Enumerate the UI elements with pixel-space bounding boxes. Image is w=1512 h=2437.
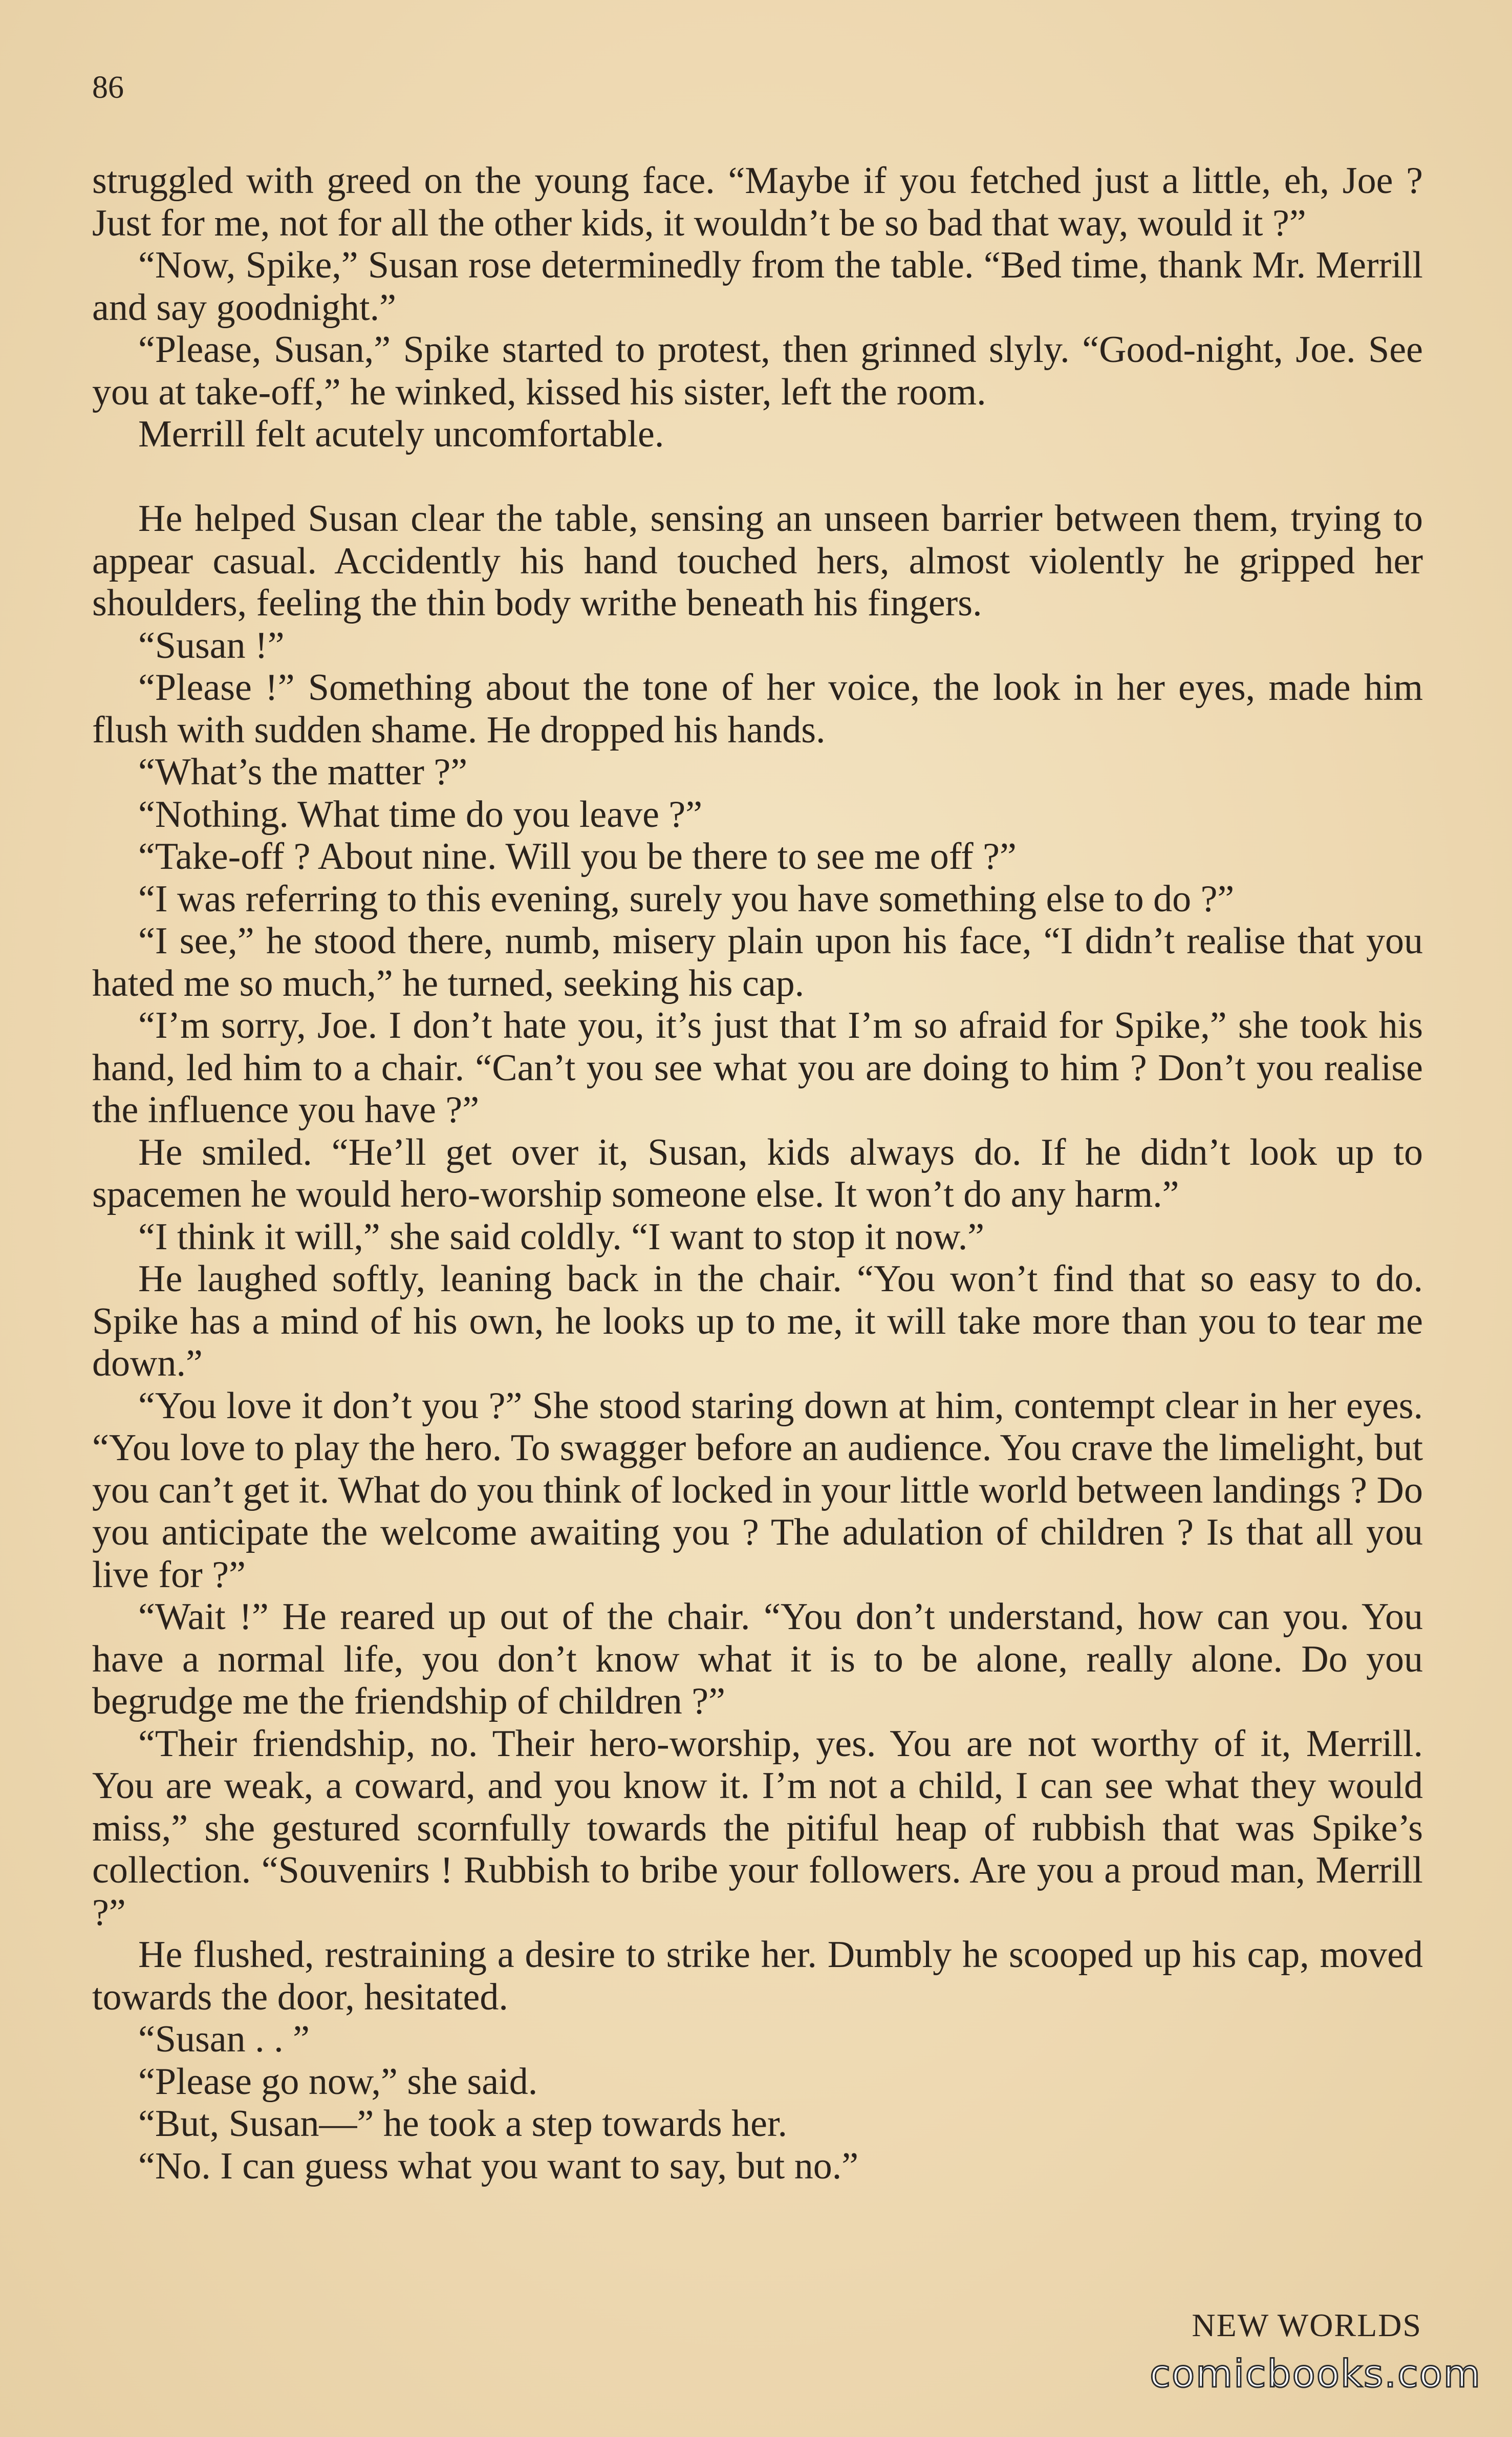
paragraph: He flushed, restraining a desire to strike her. Dumbly he scooped up his cap, moved towards the door, hesitated. (92, 1934, 1423, 2018)
paragraph: “No. I can guess what you want to say, but no.” (138, 2145, 859, 2187)
paragraph: He laughed softly, leaning back in the chair. “You won’t find that so easy to do. Spike has a mind of his own, he looks up to me, it will take more than you to tear me down.” (92, 1258, 1423, 1384)
paragraph: “What’s the matter ?” (138, 751, 468, 793)
paragraph: He helped Susan clear the table, sensing an unseen barrier between them, trying to appear casual. Accidently his hand touched hers, almost violently he gripped her shoulders, feeling the thin body writhe beneath his fingers. (92, 498, 1423, 624)
paragraph: He smiled. “He’ll get over it, Susan, kids always do. If he didn’t look up to spacemen he would hero-worship someone else. It won’t do any harm.” (92, 1131, 1423, 1215)
paragraph: “I think it will,” she said coldly. “I want to stop it now.” (138, 1215, 985, 1258)
paragraph: “But, Susan—” he took a step towards her. (138, 2103, 788, 2145)
paragraph: “Take-off ? About nine. Will you be there to see me off ?” (138, 836, 1017, 878)
paragraph: struggled with greed on the young face. “Maybe if you fetched just a little, eh, Joe ? Just for me, not for all the other kids, it wouldn’t be so bad that way, would it ?” (92, 160, 1423, 244)
paragraph: “Now, Spike,” Susan rose determinedly from the table. “Bed time, thank Mr. Merrill and say goodnight.” (92, 244, 1423, 329)
paragraph: “Their friendship, no. Their hero-worship, yes. You are not worthy of it, Merrill. You are weak, a coward, and you know it. I’m not a child, I can see what they would miss,” she gestured scornfully towards the pitiful heap of rubbish that was Spike’s collection. “Souvenirs ! Rubbish to bribe your followers. Are you a proud man, Merrill ?” (92, 1722, 1423, 1934)
story-text (92, 160, 1423, 2187)
paragraph: “I was referring to this evening, surely you have something else to do ?” (138, 878, 1235, 920)
paragraph: “Please go now,” she said. (138, 2060, 538, 2103)
paragraph: “You love it don’t you ?” She stood staring down at him, contempt clear in her eyes. “You love to play the hero. To swagger before an audience. You crave the limelight, but you can’t get it. What do you think of locked in your little world between landings ? Do you anticipate the welcome awaiting you ? The adulation of children ? Is that all you live for ?” (92, 1384, 1423, 1596)
page-number: 86 (92, 70, 124, 105)
watermark: comicbooks.com (1150, 2352, 1481, 2396)
paragraph: “Wait !” He reared up out of the chair. “You don’t understand, how can you. You have a normal life, you don’t know what it is to be alone, really alone. Do you begrudge me the friendship of children ?” (92, 1596, 1423, 1722)
paragraph: “Please, Susan,” Spike started to protest, then grinned slyly. “Good-night, Joe. See you at take-off,” he winked, kissed his sister, left the room. (92, 329, 1423, 413)
paragraph: “Nothing. What time do you leave ?” (138, 793, 703, 836)
paragraph: “Susan . . ” (138, 2018, 310, 2060)
paragraph: “Susan !” (138, 624, 285, 667)
paragraph: “I’m sorry, Joe. I don’t hate you, it’s just that I’m so afraid for Spike,” she took his hand, led him to a chair. “Can’t you see what you are doing to him ? Don’t you realise the influence you have ?” (92, 1004, 1423, 1131)
magazine-title-footer: NEW WORLDS (1192, 2307, 1422, 2343)
paragraph: “I see,” he stood there, numb, misery plain upon his face, “I didn’t realise that you hated me so much,” he turned, seeking his cap. (92, 920, 1423, 1004)
paragraph: Merrill felt acutely uncomfortable. (138, 413, 664, 455)
paragraph: “Please !” Something about the tone of her voice, the look in her eyes, made him flush with sudden shame. He dropped his hands. (92, 667, 1423, 751)
